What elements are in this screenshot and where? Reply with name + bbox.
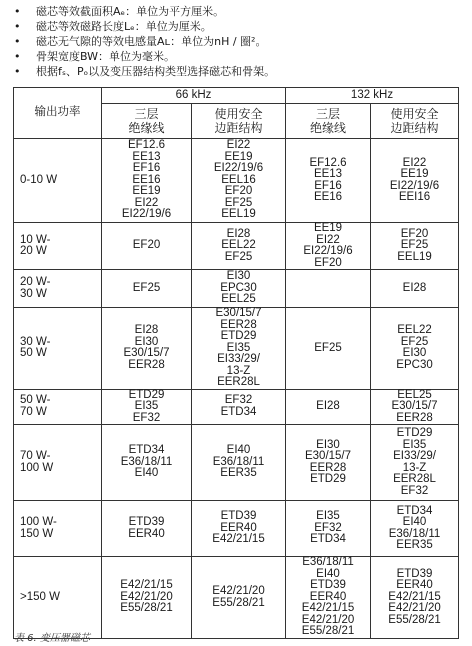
core-name: EF20 (400, 227, 429, 240)
core-name: EI22 (226, 139, 251, 152)
core-name: ETD39 (128, 516, 165, 528)
bullet-item (14, 19, 464, 34)
core-name: EER35 (220, 467, 257, 480)
power-cell (14, 557, 102, 639)
core-name: EI30 (134, 335, 159, 348)
power-text: 30 W- (20, 335, 51, 348)
core-name: EEL22 (397, 324, 432, 337)
core-name: E55/28/21 (212, 596, 265, 609)
core-cell (192, 270, 286, 308)
power-text: 70 W (20, 405, 47, 418)
power-text: 100 W- (20, 516, 57, 528)
header-text: 边距结构 (390, 121, 439, 135)
core-name: EER28 (128, 358, 165, 371)
core-name: E30/15/7 (304, 450, 352, 462)
core-name: EF32 (224, 394, 253, 407)
core-name: EPC30 (220, 281, 257, 294)
core-cell (102, 223, 192, 270)
core-cell (192, 557, 286, 639)
bullet-dot-icon: • (14, 65, 21, 78)
table-caption: 表 6. 变压器磁芯 (14, 633, 90, 644)
header-output-power: 输出功率 (14, 88, 102, 139)
core-name: EER28 (309, 461, 347, 474)
bullet-dot-icon: • (14, 35, 21, 48)
core-name: E30/15/7 (215, 307, 262, 319)
core-name: EF25 (224, 196, 253, 209)
core-name: E36/18/11 (302, 556, 354, 569)
core-name: EI22/19/6 (213, 162, 264, 175)
core-name: E36/18/11 (120, 455, 173, 468)
core-name: EI22 (402, 156, 427, 169)
header-132-triple (286, 104, 371, 139)
bullet-dot-icon: • (14, 20, 21, 33)
core-cell (371, 389, 459, 425)
core-name: EI40 (316, 567, 340, 580)
core-name: EER28 (396, 411, 433, 424)
power-text: 50 W (20, 347, 47, 360)
core-name: EI35 (226, 341, 251, 354)
table-row (14, 425, 459, 501)
table-body (14, 139, 459, 639)
header-66-triple (102, 104, 192, 139)
power-text: 10 W- (20, 233, 51, 246)
core-cell (371, 425, 459, 501)
transformer-core-table (13, 87, 459, 639)
core-name: ETD34 (396, 504, 433, 517)
core-name: E55/28/21 (120, 602, 173, 615)
power-cell (14, 139, 102, 223)
core-name: EI40 (226, 444, 251, 457)
core-cell (286, 223, 371, 270)
core-name: EF32 (400, 484, 429, 497)
header-text: 绝缘线 (310, 121, 347, 135)
core-name: EER35 (396, 539, 433, 551)
header-row-frequency (14, 88, 459, 104)
core-name: EI28 (402, 281, 427, 294)
core-name: E42/21/15 (301, 602, 355, 615)
core-name: EI35 (316, 510, 340, 523)
core-name: ETD34 (128, 444, 165, 457)
core-cell (286, 270, 371, 308)
core-name: EF25 (400, 239, 429, 252)
core-name: EER40 (128, 527, 165, 540)
bullet-text: 磁芯等效磁路长度Lₑ：单位为厘米。 (36, 20, 212, 33)
core-cell (371, 223, 459, 270)
core-name: ETD39 (310, 579, 346, 592)
power-text: 50 W- (20, 394, 51, 407)
bullet-item (14, 34, 464, 49)
core-name: EI40 (134, 467, 159, 480)
core-name: EER40 (309, 590, 347, 603)
core-name: EI33/29/ (217, 353, 260, 365)
core-name: EER40 (220, 521, 257, 534)
core-name: ETD34 (220, 405, 257, 418)
bullet-text: 根据fₛ、Pₒ以及变压器结构类型选择磁芯和骨架。 (36, 65, 276, 78)
core-name: 13-Z (226, 364, 251, 377)
core-name: EE16 (132, 173, 161, 186)
core-cell (192, 389, 286, 425)
header-freq-132: 132 kHz (286, 88, 459, 104)
bullet-item (14, 49, 464, 64)
bullet-item (14, 4, 464, 19)
core-name: EI40 (402, 516, 427, 528)
header-text: 三层 (316, 107, 341, 121)
core-name: EF25 (132, 281, 161, 294)
header-text: 使用安全 (214, 107, 263, 121)
core-name: ETD29 (310, 473, 346, 485)
core-cell (286, 139, 371, 223)
power-cell (14, 425, 102, 501)
bullet-dot-icon: • (14, 5, 21, 18)
core-name: 13-Z (402, 461, 427, 474)
core-name: E42/21/20 (212, 585, 265, 597)
core-name: EF25 (400, 335, 429, 348)
core-name: EEI16 (398, 191, 431, 203)
core-cell (371, 139, 459, 223)
core-name: EI28 (134, 324, 159, 337)
core-name: EEL19 (221, 208, 256, 221)
bullet-item (14, 64, 464, 79)
header-132-margin (371, 104, 459, 139)
table-row (14, 223, 459, 270)
core-name: EF25 (314, 341, 342, 354)
core-name: EF25 (224, 250, 253, 263)
core-name: EF12.6 (127, 139, 166, 152)
core-cell (371, 557, 459, 639)
core-cell (371, 308, 459, 390)
power-cell (14, 223, 102, 270)
core-name: EI33/29/ (393, 450, 436, 462)
core-name: EEL22 (221, 239, 256, 252)
core-name: EF32 (132, 411, 161, 424)
table-row (14, 557, 459, 639)
core-name: EE13 (132, 150, 161, 163)
core-name: E42/21/20 (120, 590, 173, 603)
power-text: 30 W (20, 287, 47, 300)
table-row (14, 308, 459, 390)
core-name: EF16 (132, 162, 161, 175)
core-name: EI22/19/6 (303, 245, 353, 257)
core-name: E42/21/20 (301, 613, 355, 626)
power-cell (14, 270, 102, 308)
core-name: EPC30 (396, 358, 433, 371)
header-text: 绝缘线 (128, 121, 165, 135)
core-name: EF32 (314, 521, 342, 534)
bullet-text: 骨架宽度BW：单位为毫米。 (36, 50, 176, 63)
core-name: EEL16 (221, 173, 256, 186)
header-66-margin (192, 104, 286, 139)
power-text: 150 W (20, 527, 54, 540)
core-name: E42/21/15 (120, 579, 173, 592)
core-name: EER28L (217, 376, 260, 388)
core-name: ETD39 (396, 567, 433, 580)
power-text: >150 W (20, 590, 60, 603)
core-name: EI35 (402, 438, 427, 451)
core-cell (192, 308, 286, 390)
core-name: EER28 (220, 318, 257, 331)
core-cell (102, 139, 192, 223)
core-name: EF12.6 (309, 156, 347, 169)
core-name: E36/18/11 (388, 527, 441, 540)
power-text: 100 W (20, 461, 54, 474)
core-name: EEL19 (397, 250, 432, 263)
core-name: EI35 (134, 400, 159, 412)
core-name: EE13 (313, 168, 343, 180)
core-cell (286, 425, 371, 501)
core-cell (102, 425, 192, 501)
core-name: EI22/19/6 (389, 179, 440, 192)
core-cell (371, 501, 459, 557)
core-name: ETD29 (396, 427, 433, 439)
core-cell (102, 270, 192, 308)
core-name: EF20 (132, 239, 161, 252)
core-name: ETD34 (310, 533, 346, 546)
core-name: E42/21/15 (388, 590, 441, 603)
core-name: E30/15/7 (391, 400, 438, 412)
core-cell (102, 501, 192, 557)
core-name: EI30 (316, 438, 340, 451)
power-text: 70 W- (20, 450, 51, 462)
core-name: EE16 (313, 191, 343, 203)
core-name: EE19 (313, 222, 343, 234)
core-name: E42/21/20 (388, 602, 441, 615)
core-cell (286, 501, 371, 557)
bullet-list (14, 4, 464, 79)
core-name: EI30 (226, 270, 251, 283)
core-name: EI28 (226, 227, 251, 240)
core-name: EER40 (396, 579, 433, 592)
bullet-text: 磁芯等效截面积Aₑ：单位为平方厘米。 (36, 5, 225, 18)
power-cell (14, 501, 102, 557)
header-text: 使用安全 (390, 107, 439, 121)
header-freq-66: 66 kHz (102, 88, 286, 104)
core-name: EF16 (314, 179, 342, 192)
core-name: EE19 (132, 185, 161, 198)
core-cell (192, 139, 286, 223)
header-text: 边距结构 (214, 121, 263, 135)
power-text: 20 W- (20, 276, 51, 288)
power-text: 20 W (20, 245, 47, 257)
core-cell (371, 270, 459, 308)
core-name: EI22 (316, 233, 340, 246)
core-cell (102, 308, 192, 390)
table-row (14, 389, 459, 425)
bullet-dot-icon: • (14, 50, 21, 63)
table-row (14, 270, 459, 308)
core-name: ETD29 (220, 330, 257, 342)
core-name: E55/28/21 (388, 613, 441, 626)
core-name: ETD29 (128, 388, 165, 401)
power-cell (14, 389, 102, 425)
table-row (14, 139, 459, 223)
core-name: EF20 (314, 256, 342, 269)
core-name: EI28 (316, 400, 340, 412)
core-cell (192, 425, 286, 501)
power-cell (14, 308, 102, 390)
core-cell (192, 501, 286, 557)
core-name: EER28L (393, 473, 436, 485)
header-text: 三层 (134, 107, 159, 121)
core-cell (286, 308, 371, 390)
table-row (14, 501, 459, 557)
core-name: ETD39 (220, 510, 257, 523)
core-name: E36/18/11 (212, 455, 265, 468)
core-cell (286, 389, 371, 425)
core-name: EEL25 (221, 293, 256, 306)
core-cell (102, 389, 192, 425)
power-text: 0-10 W (20, 173, 58, 186)
core-name: E30/15/7 (123, 347, 170, 360)
core-name: E42/21/15 (212, 533, 265, 546)
core-name: EI30 (402, 347, 427, 360)
core-cell (286, 557, 371, 639)
core-name: E55/28/21 (301, 625, 355, 638)
core-cell (192, 223, 286, 270)
core-name: EI22 (134, 196, 159, 209)
core-name: EE19 (400, 168, 429, 180)
core-name: EF20 (224, 185, 253, 198)
core-name: EEL25 (397, 388, 432, 401)
core-name: EI22/19/6 (121, 208, 172, 221)
core-cell (102, 557, 192, 639)
core-name: EE19 (224, 150, 253, 163)
bullet-text: 磁芯无气隙的等效电感量Aʟ：单位为nH / 圈²。 (36, 35, 267, 48)
